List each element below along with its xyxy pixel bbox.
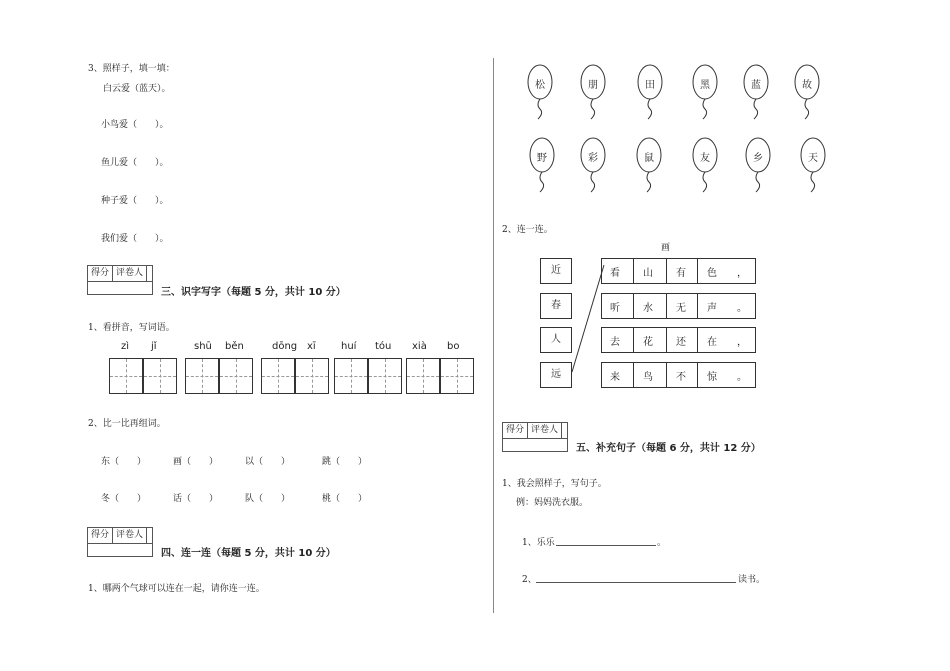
poem-char: 在	[707, 337, 717, 348]
score-box	[502, 422, 568, 452]
poem-char: 惊	[707, 372, 717, 383]
poem-cell-divider	[697, 363, 698, 387]
sentence-2-prefix: 2、	[522, 575, 537, 585]
poem-cell-divider	[666, 294, 667, 318]
poem-char: ，	[737, 268, 747, 279]
balloon[interactable]	[527, 64, 553, 102]
poem-char: 水	[643, 303, 653, 314]
q3-line-3: 鱼儿爱（ ）。	[101, 158, 169, 168]
right-q2: 2、连一连。	[502, 225, 553, 235]
compare-1-4: 跳（ ）	[322, 457, 368, 467]
poem-char: 山	[643, 268, 653, 279]
poem-char: 看	[610, 268, 620, 279]
poem-cell-divider	[697, 259, 698, 283]
pinyin-6: xī	[307, 341, 316, 352]
writing-grid[interactable]	[109, 358, 143, 394]
poem-cell-divider	[697, 328, 698, 352]
pinyin-1: zì	[121, 341, 130, 352]
pinyin-8: tóu	[375, 341, 392, 352]
q3-line-1: 白云爱（蓝天）。	[103, 84, 171, 94]
pinyin-7: huí	[341, 341, 357, 352]
reviewer-label: 评卷人	[113, 528, 147, 543]
pinyin-4: běn	[225, 341, 244, 352]
balloon-char: 蓝	[751, 80, 761, 91]
score-box	[87, 527, 153, 557]
section3-q2: 2、比一比再组词。	[88, 419, 166, 429]
poem-char: 不	[676, 372, 686, 383]
left-char-box[interactable]: 远	[540, 362, 572, 388]
balloon-char: 朋	[588, 80, 598, 91]
poem-cell-divider	[697, 294, 698, 318]
poem-cell-divider	[666, 328, 667, 352]
poem-cell-divider	[633, 294, 634, 318]
balloon[interactable]	[692, 137, 718, 175]
poem-cell-divider	[666, 259, 667, 283]
q3-line-2: 小鸟爱（ ）。	[101, 120, 169, 130]
section4-q1: 1、哪两个气球可以连在一起，请你连一连。	[88, 584, 265, 594]
balloon-char: 田	[645, 80, 655, 91]
sentence-2-blank[interactable]	[536, 581, 736, 583]
balloon[interactable]	[800, 137, 826, 175]
balloon-char: 黑	[700, 80, 710, 91]
q3-line-4: 种子爱（ ）。	[101, 196, 169, 206]
writing-grid[interactable]	[185, 358, 219, 394]
balloon[interactable]	[580, 137, 606, 175]
section5-q1: 1、我会照样子，写句子。	[502, 479, 607, 489]
pinyin-3: shū	[194, 341, 212, 352]
poem-cell-divider	[633, 363, 634, 387]
sentence-1-prefix: 1、乐乐	[522, 538, 555, 548]
pinyin-9: xià	[412, 341, 427, 352]
reviewer-label: 评卷人	[528, 423, 562, 438]
reviewer-label: 评卷人	[113, 266, 147, 281]
balloon-char: 野	[537, 153, 547, 164]
poem-cell-divider	[633, 259, 634, 283]
writing-grid[interactable]	[219, 358, 253, 394]
poem-char: 来	[610, 372, 620, 383]
balloon[interactable]	[580, 64, 606, 102]
pinyin-2: jǐ	[151, 341, 157, 352]
balloon-char: 彩	[588, 153, 598, 164]
section3-title: 三、识字写字（每题 5 分，共计 10 分）	[161, 287, 346, 298]
compare-2-2: 话（ ）	[173, 494, 219, 504]
compare-2-3: 队（ ）	[245, 494, 291, 504]
balloon[interactable]	[745, 137, 771, 175]
compare-1-2: 画（ ）	[173, 457, 219, 467]
balloon[interactable]	[636, 137, 662, 175]
poem-char: ，	[737, 337, 747, 348]
pinyin-5: dōng	[272, 341, 298, 352]
section5-title: 五、补充句子（每题 6 分，共计 12 分）	[576, 443, 761, 454]
poem-char: 听	[610, 303, 620, 314]
writing-grid[interactable]	[368, 358, 402, 394]
writing-grid[interactable]	[440, 358, 474, 394]
score-label: 得分	[503, 423, 528, 438]
column-divider	[493, 58, 494, 613]
poem-cell-divider	[666, 363, 667, 387]
compare-1-3: 以（ ）	[245, 457, 291, 467]
balloon-char: 天	[808, 153, 818, 164]
q3-title: 3、照样子，填一填：	[88, 64, 175, 74]
section3-q1: 1、看拼音，写词语。	[88, 323, 175, 333]
poem-char: 。	[737, 303, 747, 314]
left-char-box[interactable]: 人	[540, 327, 572, 353]
balloon-char: 松	[535, 80, 545, 91]
score-label: 得分	[88, 528, 113, 543]
balloon[interactable]	[529, 137, 555, 175]
sentence-1-suffix: 。	[657, 538, 667, 548]
compare-2-4: 桃（ ）	[322, 494, 368, 504]
poem-char: 有	[676, 268, 686, 279]
sentence-1-blank[interactable]	[556, 544, 656, 546]
balloon[interactable]	[794, 64, 820, 102]
balloon[interactable]	[637, 64, 663, 102]
poem-cell-divider	[633, 328, 634, 352]
left-char-box[interactable]: 近	[540, 258, 572, 284]
poem-char: 。	[737, 372, 747, 383]
score-label: 得分	[88, 266, 113, 281]
balloon-char: 友	[700, 153, 710, 164]
poem-title: 画	[661, 243, 671, 253]
writing-grid[interactable]	[143, 358, 177, 394]
poem-char: 去	[610, 337, 620, 348]
poem-char: 色	[707, 268, 717, 279]
q3-line-5: 我们爱（ ）。	[101, 234, 169, 244]
score-box	[87, 265, 153, 295]
writing-grid[interactable]	[406, 358, 440, 394]
poem-char: 声	[707, 303, 717, 314]
writing-grid[interactable]	[334, 358, 368, 394]
section5-example: 例：妈妈洗衣服。	[516, 498, 589, 508]
poem-char: 花	[643, 337, 653, 348]
balloon[interactable]	[743, 64, 769, 102]
compare-2-1: 冬（ ）	[101, 494, 147, 504]
balloon[interactable]	[692, 64, 718, 102]
section4-title: 四、连一连（每题 5 分，共计 10 分）	[161, 548, 336, 559]
writing-grid[interactable]	[261, 358, 295, 394]
left-char-box[interactable]: 春	[540, 293, 572, 319]
sentence-2-suffix: 读书。	[738, 575, 766, 585]
pinyin-10: bo	[447, 341, 460, 352]
poem-char: 鸟	[643, 372, 653, 383]
poem-char: 还	[676, 337, 686, 348]
compare-1-1: 东（ ）	[101, 457, 147, 467]
balloon-char: 故	[802, 80, 812, 91]
balloon-char: 鼠	[644, 153, 654, 164]
writing-grid[interactable]	[295, 358, 329, 394]
poem-char: 无	[676, 303, 686, 314]
balloon-char: 乡	[753, 153, 763, 164]
